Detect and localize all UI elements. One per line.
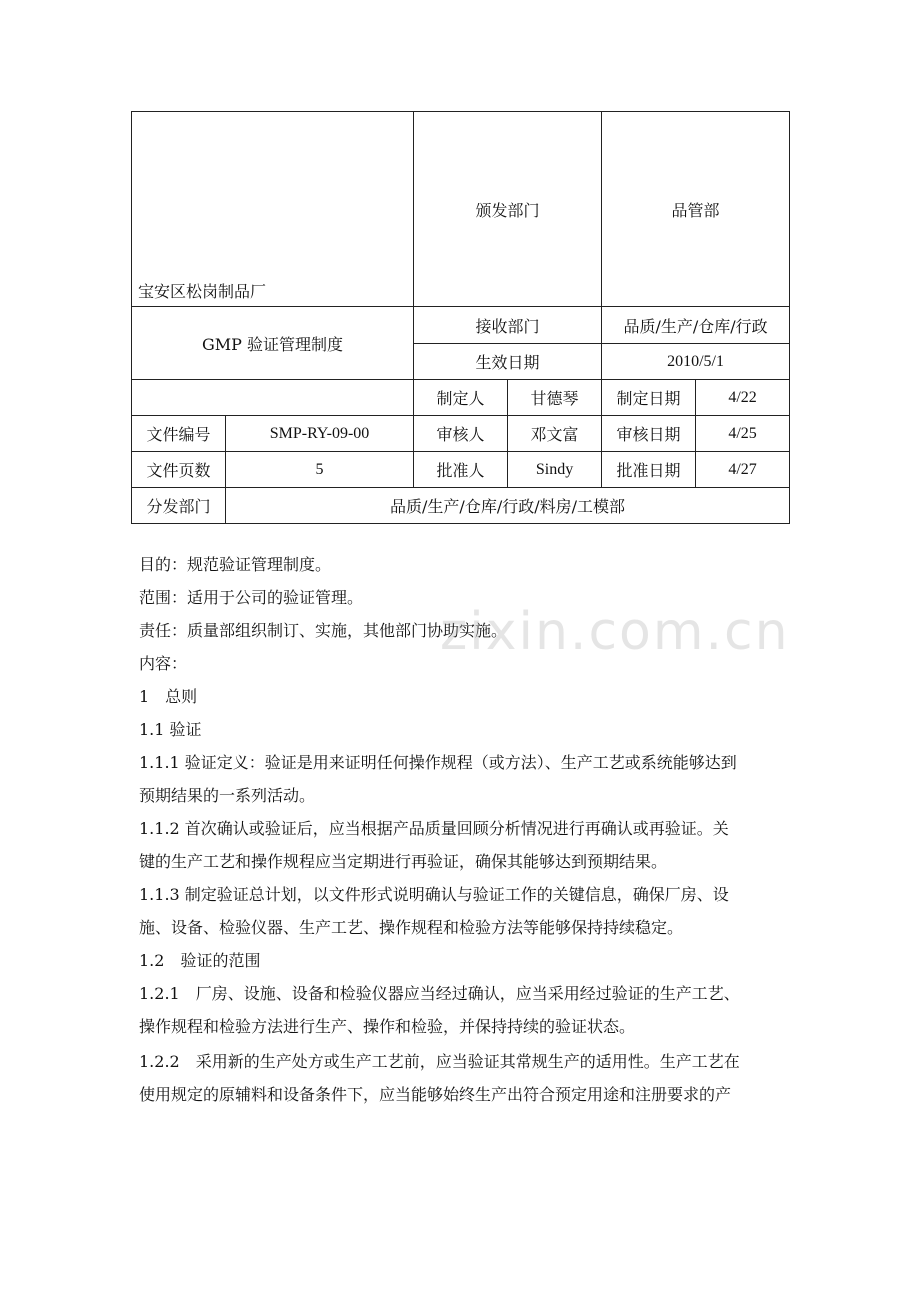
- watermark: zixin.com.cn: [440, 602, 790, 662]
- issue-dept-label: 颁发部门: [414, 112, 602, 307]
- section-heading: 1.2 验证的范围: [139, 951, 261, 970]
- author-date-label: 制定日期: [602, 380, 696, 416]
- distribution-value: 品质/生产/仓库/行政/料房/工模部: [226, 488, 790, 524]
- pages-value: 5: [226, 452, 414, 488]
- effective-date-value: 2010/5/1: [602, 344, 790, 380]
- document-body: [139, 548, 829, 1111]
- paragraph-line: 1.1.1 验证定义：验证是用来证明任何操作规程（或方法）、生产工艺或系统能够达到: [139, 753, 737, 772]
- issue-dept-value: 品管部: [602, 112, 790, 307]
- document-title: GMP 验证管理制度: [132, 307, 414, 380]
- paragraph-line: 1.2.1 厂房、设施、设备和检验仪器应当经过确认，应当采用经过验证的生产工艺、: [139, 984, 740, 1003]
- receive-dept-label: 接收部门: [414, 307, 602, 344]
- approve-date-value: 4/27: [696, 452, 790, 488]
- distribution-label: 分发部门: [132, 488, 226, 524]
- paragraph-line: 施、设备、检验仪器、生产工艺、操作规程和检验方法等能够保持持续稳定。: [139, 918, 684, 937]
- document-header-table: [131, 111, 790, 524]
- section-heading: 1.1 验证: [139, 720, 202, 739]
- paragraph-line: 1.1.3 制定验证总计划，以文件形式说明确认与验证工作的关键信息，确保厂房、设: [139, 885, 729, 904]
- header-row-issue: [132, 112, 790, 307]
- header-row-approve: [132, 452, 790, 488]
- approve-date-label: 批准日期: [602, 452, 696, 488]
- content-label: 内容：: [139, 654, 188, 673]
- paragraph-line: 1.2.2 采用新的生产处方或生产工艺前，应当验证其常规生产的适用性。生产工艺在: [139, 1052, 740, 1071]
- paragraph-line: 键的生产工艺和操作规程应当定期进行再验证，确保其能够达到预期结果。: [139, 852, 668, 871]
- reviewer-label: 审核人: [414, 416, 508, 452]
- doc-no-label: 文件编号: [132, 416, 226, 452]
- paragraph-line: 1.1.2 首次确认或验证后，应当根据产品质量回顾分析情况进行再确认或再验证。关: [139, 819, 729, 838]
- effective-date-label: 生效日期: [414, 344, 602, 380]
- empty-cell: [132, 380, 414, 416]
- scope-line: 范围：适用于公司的验证管理。: [139, 588, 364, 607]
- approver-label: 批准人: [414, 452, 508, 488]
- responsibility-line: 责任：质量部组织制订、实施，其他部门协助实施。: [139, 621, 508, 640]
- header-row-review: [132, 416, 790, 452]
- company-name: 宝安区松岗制品厂: [132, 112, 414, 307]
- header-row-distribution: [132, 488, 790, 524]
- pages-label: 文件页数: [132, 452, 226, 488]
- author-date-value: 4/22: [696, 380, 790, 416]
- author-value: 甘德琴: [508, 380, 602, 416]
- receive-dept-value: 品质/生产/仓库/行政: [602, 307, 790, 344]
- doc-no-value: SMP-RY-09-00: [226, 416, 414, 452]
- header-row-author: [132, 380, 790, 416]
- reviewer-value: 邓文富: [508, 416, 602, 452]
- purpose-line: 目的：规范验证管理制度。: [139, 555, 332, 574]
- section-heading: 1 总则: [139, 687, 198, 706]
- author-label: 制定人: [414, 380, 508, 416]
- header-row-receive: [132, 307, 790, 344]
- approver-value: Sindy: [508, 452, 602, 488]
- paragraph-line: 预期结果的一系列活动。: [139, 786, 316, 805]
- paragraph-line: 操作规程和检验方法进行生产、操作和检验，并保持持续的验证状态。: [139, 1017, 636, 1036]
- paragraph-line: 使用规定的原辅料和设备条件下，应当能够始终生产出符合预定用途和注册要求的产: [139, 1085, 732, 1104]
- review-date-label: 审核日期: [602, 416, 696, 452]
- review-date-value: 4/25: [696, 416, 790, 452]
